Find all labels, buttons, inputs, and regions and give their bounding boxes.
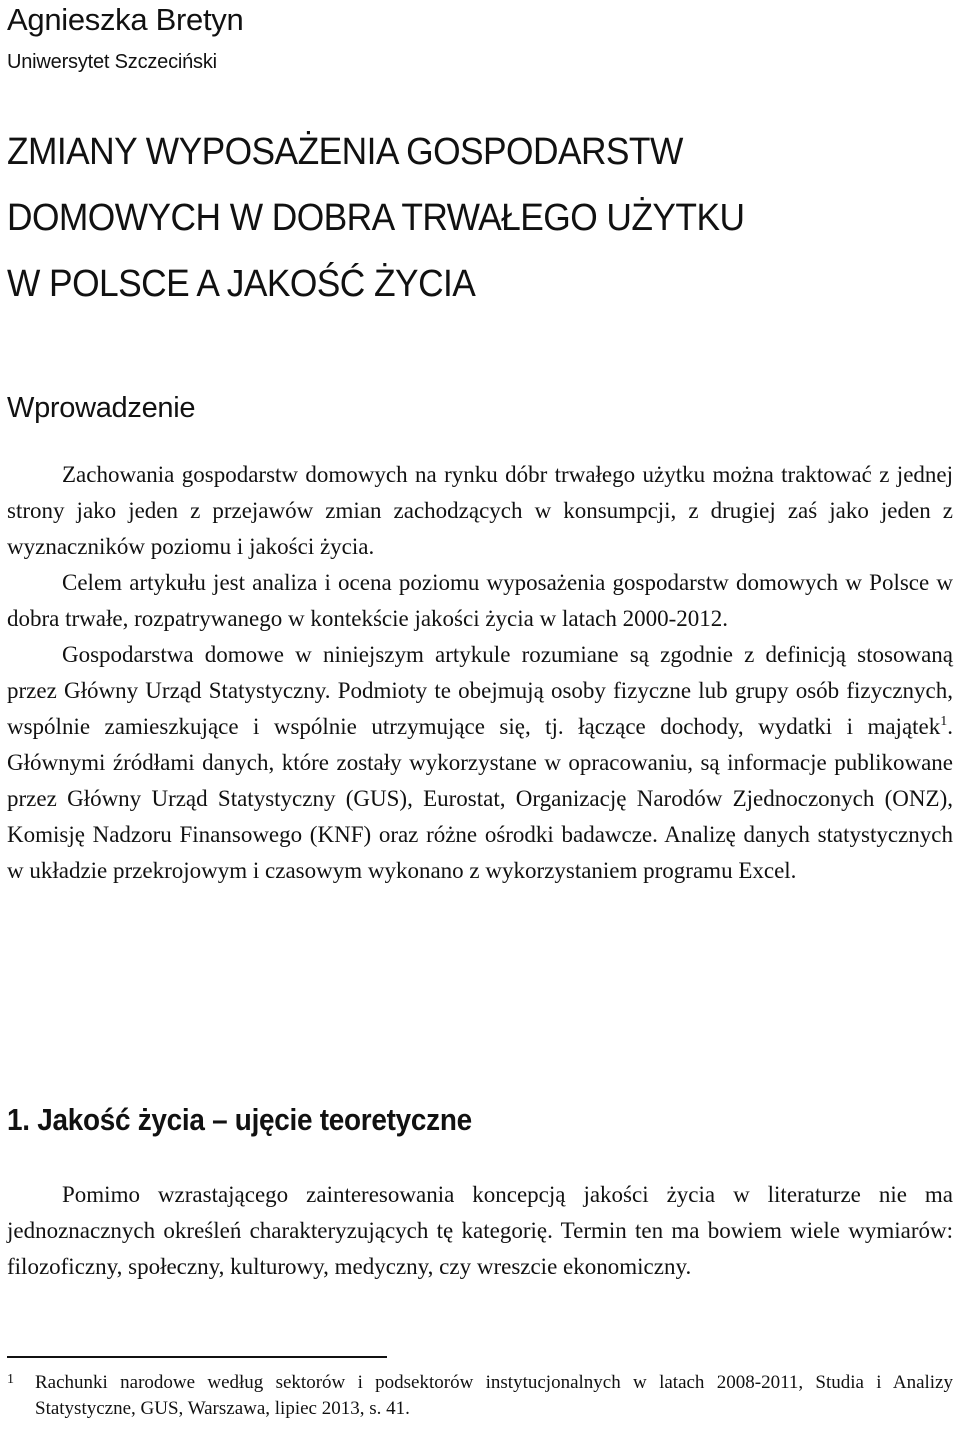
intro-body xyxy=(7,457,953,889)
footnote xyxy=(7,1370,953,1422)
section-body xyxy=(7,1177,953,1285)
footnote-mark: 1 xyxy=(7,1372,14,1387)
paragraph: Pomimo wzrastającego zainteresowania koncepcją jakości życia w literaturze nie ma jednoznacznych określeń charakteryzujących tę kategorię. Termin ten ma bowiem wiele wymiarów: filozoficzny, społeczny, kulturowy, medyczny, czy wreszcie ekonomiczny. xyxy=(7,1182,953,1279)
author-name: Agnieszka Bretyn xyxy=(7,2,244,37)
author-affiliation: Uniwersytet Szczeciński xyxy=(7,51,217,73)
paragraph-text: Gospodarstwa domowe w niniejszym artykule rozumiane są zgodnie z definicją stosowaną przez Główny Urząd Statystyczny. Podmioty te obejmują osoby fizyczne lub grupy osób fizycznych, wspólnie zamieszkujące i wspólnie utrzymujące się, tj. łączące dochody, wydatki i majątek xyxy=(7,642,953,739)
paragraph xyxy=(7,637,953,889)
footnote-reference[interactable]: 1 xyxy=(940,714,948,729)
footnote-text: Rachunki narodowe według sektorów i podsektorów instytucjonalnych w latach 2008-2011, Studia i Analizy Statystyczne, GUS, Warszawa, lipiec 2013, s. 41. xyxy=(35,1372,953,1419)
paragraph: Celem artykułu jest analiza i ocena poziomu wyposażenia gospodarstw domowych w Polsce w dobra trwałe, rozpatrywanego w kontekście jakości życia w latach 2000-2012. xyxy=(7,570,953,631)
article-title xyxy=(7,119,872,317)
paragraph-text: . Głównymi źródłami danych, które zostały wykorzystane w opracowaniu, są informacje publikowane przez Główny Urząd Statystyczny (GUS), Eurostat, Organizację Narodów Zjednoczonych (ONZ), Komisję Nadzoru Finansowego (KNF) oraz różne ośrodki badawcze. Analizę danych statystycznych w układzie przekrojowym i czasowym wykonano z wykorzystaniem programu Excel. xyxy=(7,714,953,883)
title-line: DOMOWYCH W DOBRA TRWAŁEGO UŻYTKU xyxy=(7,197,745,239)
section-heading: 1. Jakość życia – ujęcie teoretyczne xyxy=(7,1102,472,1137)
title-line: W POLSCE A JAKOŚĆ ŻYCIA xyxy=(7,263,476,305)
paragraph: Zachowania gospodarstw domowych na rynku dóbr trwałego użytku można traktować z jednej strony jako jeden z przejawów zmian zachodzących w konsumpcji, z drugiej zaś jako jeden z wyznaczników poziomu i jakości życia. xyxy=(7,462,953,559)
intro-heading: Wprowadzenie xyxy=(7,392,196,424)
footnote-divider xyxy=(7,1356,387,1358)
title-line: ZMIANY WYPOSAŻENIA GOSPODARSTW xyxy=(7,131,683,173)
